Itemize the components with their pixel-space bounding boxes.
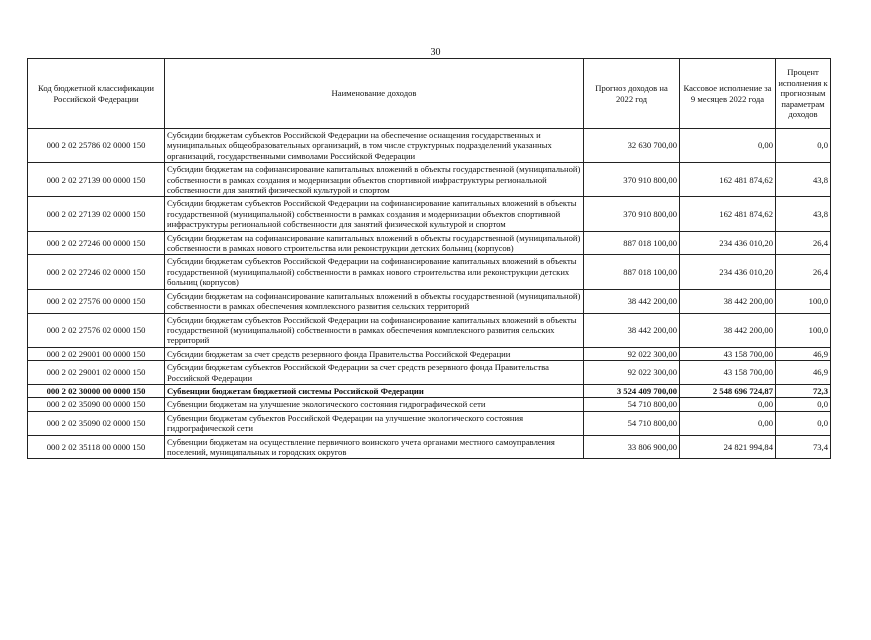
cell-name: Субсидии бюджетам субъектов Российской Федерации на софинансирование капитальных вложений в объекты государственной (муниципальной) собственности в рамках обеспечения комплексного развития сельских территорий bbox=[165, 313, 584, 347]
page-number: 30 bbox=[430, 47, 441, 58]
cell-name: Субсидии бюджетам субъектов Российской Федерации на софинансирование капитальных вложений в объекты государственной (муниципальной) собственности в рамках нового строительства или реконструкции детских больниц (корпусов) bbox=[165, 255, 584, 289]
cell-code: 000 2 02 27139 02 0000 150 bbox=[28, 197, 165, 231]
cell-forecast: 370 910 800,00 bbox=[584, 163, 680, 197]
cell-forecast: 32 630 700,00 bbox=[584, 129, 680, 163]
table-row bbox=[28, 289, 831, 313]
cell-executed: 234 436 010,20 bbox=[680, 255, 776, 289]
cell-code: 000 2 02 29001 00 0000 150 bbox=[28, 347, 165, 360]
header-code: Код бюджетной классификации Российской Федерации bbox=[28, 59, 165, 129]
cell-name: Субвенции бюджетам на улучшение экологического состояния гидрографической сети bbox=[165, 398, 584, 411]
table-row bbox=[28, 347, 831, 360]
cell-forecast: 54 710 800,00 bbox=[584, 398, 680, 411]
table-row bbox=[28, 398, 831, 411]
cell-name: Субсидии бюджетам субъектов Российской Федерации за счет средств резервного фонда Правительства Российской Федерации bbox=[165, 361, 584, 385]
cell-code: 000 2 02 27246 00 0000 150 bbox=[28, 231, 165, 255]
cell-forecast: 54 710 800,00 bbox=[584, 411, 680, 435]
header-percent: Процент исполнения к прогнозным параметрам доходов bbox=[776, 59, 831, 129]
cell-code: 000 2 02 30000 00 0000 150 bbox=[28, 384, 165, 397]
cell-executed: 162 481 874,62 bbox=[680, 197, 776, 231]
header-forecast: Прогноз доходов на 2022 год bbox=[584, 59, 680, 129]
cell-executed: 38 442 200,00 bbox=[680, 313, 776, 347]
table-row bbox=[28, 129, 831, 163]
table-row bbox=[28, 384, 831, 397]
table-row bbox=[28, 163, 831, 197]
table-header-row bbox=[28, 59, 831, 129]
cell-executed: 38 442 200,00 bbox=[680, 289, 776, 313]
cell-name: Субвенции бюджетам субъектов Российской Федерации на улучшение экологического состояния гидрографической сети bbox=[165, 411, 584, 435]
cell-executed: 43 158 700,00 bbox=[680, 347, 776, 360]
cell-code: 000 2 02 27139 00 0000 150 bbox=[28, 163, 165, 197]
cell-percent: 0,0 bbox=[776, 411, 831, 435]
cell-percent: 46,9 bbox=[776, 361, 831, 385]
cell-name: Субвенции бюджетам бюджетной системы Российской Федерации bbox=[165, 384, 584, 397]
cell-name: Субсидии бюджетам субъектов Российской Федерации на софинансирование капитальных вложений в объекты государственной (муниципальной) собственности в рамках создания и модернизации объектов спортивной инфраструктуры региональной собственности для занятий физической культурой и спортом bbox=[165, 197, 584, 231]
cell-name: Субсидии бюджетам за счет средств резервного фонда Правительства Российской Федерации bbox=[165, 347, 584, 360]
cell-forecast: 887 018 100,00 bbox=[584, 231, 680, 255]
table-row bbox=[28, 411, 831, 435]
cell-forecast: 38 442 200,00 bbox=[584, 313, 680, 347]
cell-name: Субсидии бюджетам на софинансирование капитальных вложений в объекты государственной (муниципальной) собственности в рамках создания и модернизации объектов спортивной инфраструктуры региональной собственности для занятий физической культурой и спортом bbox=[165, 163, 584, 197]
cell-percent: 0,0 bbox=[776, 129, 831, 163]
cell-percent: 26,4 bbox=[776, 231, 831, 255]
cell-name: Субвенции бюджетам на осуществление первичного воинского учета органами местного самоуправления поселений, муниципальных и городских округов bbox=[165, 435, 584, 459]
cell-code: 000 2 02 27576 02 0000 150 bbox=[28, 313, 165, 347]
cell-executed: 0,00 bbox=[680, 398, 776, 411]
cell-percent: 43,8 bbox=[776, 197, 831, 231]
cell-executed: 162 481 874,62 bbox=[680, 163, 776, 197]
table-row bbox=[28, 313, 831, 347]
cell-code: 000 2 02 35090 02 0000 150 bbox=[28, 411, 165, 435]
cell-percent: 46,9 bbox=[776, 347, 831, 360]
cell-name: Субсидии бюджетам на софинансирование капитальных вложений в объекты государственной (муниципальной) собственности в рамках обеспечения комплексного развития сельских территорий bbox=[165, 289, 584, 313]
cell-executed: 2 548 696 724,87 bbox=[680, 384, 776, 397]
cell-executed: 43 158 700,00 bbox=[680, 361, 776, 385]
cell-executed: 234 436 010,20 bbox=[680, 231, 776, 255]
cell-percent: 26,4 bbox=[776, 255, 831, 289]
cell-percent: 43,8 bbox=[776, 163, 831, 197]
cell-executed: 0,00 bbox=[680, 129, 776, 163]
cell-name: Субсидии бюджетам субъектов Российской Федерации на обеспечение оснащения государственных и муниципальных общеобразовательных организаций, в том числе структурных подразделений указанных организаций, государственными символами Российской Федерации bbox=[165, 129, 584, 163]
cell-percent: 100,0 bbox=[776, 289, 831, 313]
cell-forecast: 887 018 100,00 bbox=[584, 255, 680, 289]
cell-percent: 73,4 bbox=[776, 435, 831, 459]
revenue-table bbox=[27, 58, 831, 459]
cell-code: 000 2 02 35118 00 0000 150 bbox=[28, 435, 165, 459]
table-row bbox=[28, 197, 831, 231]
cell-code: 000 2 02 27246 02 0000 150 bbox=[28, 255, 165, 289]
cell-forecast: 38 442 200,00 bbox=[584, 289, 680, 313]
table-row bbox=[28, 361, 831, 385]
cell-forecast: 33 806 900,00 bbox=[584, 435, 680, 459]
cell-code: 000 2 02 27576 00 0000 150 bbox=[28, 289, 165, 313]
table-row bbox=[28, 435, 831, 459]
header-executed: Кассовое исполнение за 9 месяцев 2022 года bbox=[680, 59, 776, 129]
cell-code: 000 2 02 35090 00 0000 150 bbox=[28, 398, 165, 411]
cell-forecast: 92 022 300,00 bbox=[584, 347, 680, 360]
header-name: Наименование доходов bbox=[165, 59, 584, 129]
cell-name: Субсидии бюджетам на софинансирование капитальных вложений в объекты государственной (муниципальной) собственности в рамках нового строительства или реконструкции детских больниц (корпусов) bbox=[165, 231, 584, 255]
table-row bbox=[28, 231, 831, 255]
cell-percent: 100,0 bbox=[776, 313, 831, 347]
table-row bbox=[28, 255, 831, 289]
cell-code: 000 2 02 25786 02 0000 150 bbox=[28, 129, 165, 163]
cell-percent: 72,3 bbox=[776, 384, 831, 397]
cell-code: 000 2 02 29001 02 0000 150 bbox=[28, 361, 165, 385]
cell-forecast: 3 524 409 700,00 bbox=[584, 384, 680, 397]
cell-executed: 0,00 bbox=[680, 411, 776, 435]
cell-forecast: 370 910 800,00 bbox=[584, 197, 680, 231]
cell-percent: 0,0 bbox=[776, 398, 831, 411]
cell-forecast: 92 022 300,00 bbox=[584, 361, 680, 385]
cell-executed: 24 821 994,84 bbox=[680, 435, 776, 459]
